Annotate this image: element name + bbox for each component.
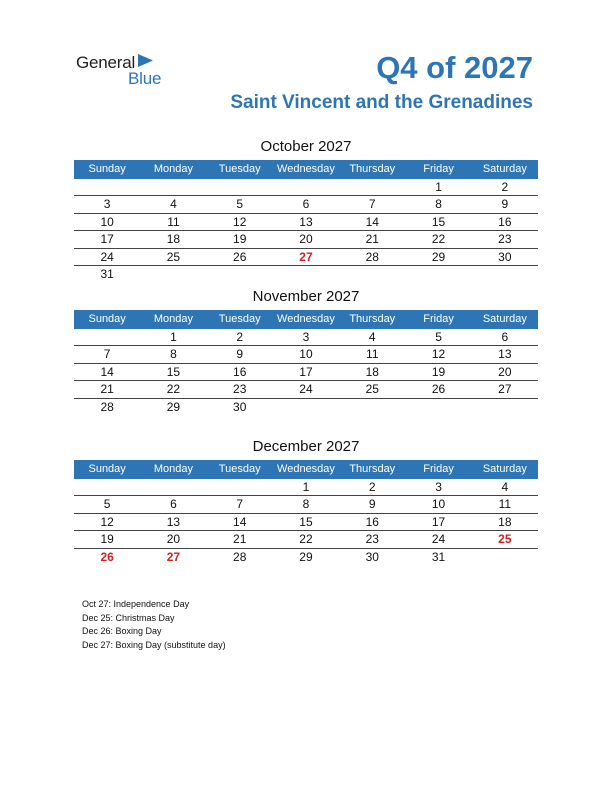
day-cell: 23 — [498, 232, 512, 247]
day-cell: 29 — [299, 549, 313, 564]
day-cell: 4 — [170, 197, 177, 212]
empty-day-cell — [74, 179, 140, 195]
day-cell: 3 — [103, 197, 111, 212]
weekday-label: Wednesday — [277, 313, 335, 325]
day-cell: 22 — [166, 382, 181, 397]
month-october — [74, 138, 538, 283]
day-cell: 18 — [166, 232, 181, 247]
weekday-header — [74, 160, 538, 179]
day-cell: 11 — [498, 497, 512, 512]
day-cell: 27 — [166, 549, 181, 564]
day-cell: 17 — [431, 514, 446, 529]
day-cell: 19 — [233, 232, 247, 247]
day-cell: 20 — [299, 232, 313, 247]
day-cell: 24 — [431, 532, 446, 547]
empty-day-cell — [273, 399, 339, 416]
month-title: December 2027 — [252, 438, 360, 455]
day-cell: 23 — [365, 532, 379, 547]
day-cell: 7 — [368, 197, 376, 212]
day-cell: 30 — [233, 399, 247, 414]
day-cell: 22 — [431, 232, 446, 247]
day-cell: 1 — [170, 330, 177, 344]
empty-day-cell — [207, 179, 273, 195]
day-cell: 19 — [431, 364, 446, 379]
week-row — [74, 266, 538, 283]
calendar-grid — [74, 479, 538, 566]
empty-day-cell — [140, 266, 206, 283]
day-cell: 16 — [233, 364, 247, 379]
day-cell: 6 — [501, 330, 509, 344]
day-cell: 21 — [365, 232, 379, 247]
day-cell: 10 — [100, 214, 114, 229]
weekday-label: Saturday — [482, 313, 527, 325]
weekday-label: Monday — [153, 463, 193, 475]
empty-day-cell — [207, 266, 273, 283]
day-cell: 12 — [233, 214, 247, 229]
day-cell: 19 — [100, 532, 114, 547]
day-cell: 26 — [431, 382, 446, 397]
day-cell: 6 — [302, 197, 310, 212]
day-cell: 31 — [100, 266, 114, 281]
week-row — [74, 514, 538, 531]
day-cell: 5 — [236, 197, 244, 212]
day-cell: 7 — [103, 347, 111, 362]
day-cell: 2 — [236, 330, 244, 344]
holiday-note: Dec 27: Boxing Day (substitute day) — [82, 639, 226, 650]
weekday-label: Thursday — [349, 163, 396, 175]
day-cell: 11 — [366, 347, 379, 362]
day-cell: 9 — [368, 497, 376, 512]
weekday-label: Tuesday — [218, 463, 261, 475]
weekday-label: Thursday — [349, 313, 396, 325]
day-cell: 1 — [435, 180, 442, 194]
day-cell: 8 — [170, 347, 177, 362]
day-cell: 24 — [100, 249, 114, 264]
day-cell: 3 — [435, 480, 442, 494]
day-cell: 29 — [431, 249, 446, 264]
day-cell: 15 — [166, 364, 181, 379]
day-cell: 2 — [368, 480, 376, 494]
day-cell: 14 — [100, 364, 114, 379]
month-december — [74, 438, 538, 566]
day-cell: 10 — [431, 497, 446, 512]
logo-general-text: General — [76, 53, 136, 72]
weekday-label: Wednesday — [277, 163, 335, 175]
empty-day-cell — [140, 179, 206, 195]
day-cell: 17 — [299, 364, 313, 379]
day-cell: 9 — [236, 347, 244, 362]
day-cell: 14 — [233, 514, 247, 529]
week-row — [74, 346, 538, 363]
week-row — [74, 531, 538, 548]
empty-day-cell — [207, 479, 273, 495]
day-cell: 9 — [501, 197, 509, 212]
day-cell: 6 — [170, 497, 177, 512]
weekday-label: Thursday — [349, 463, 396, 475]
day-cell: 4 — [368, 330, 376, 344]
empty-day-cell — [472, 399, 538, 416]
day-cell: 26 — [233, 249, 247, 264]
day-cell: 30 — [365, 549, 379, 564]
day-cell: 25 — [365, 382, 379, 397]
weekday-label: Friday — [423, 313, 454, 325]
empty-day-cell — [405, 266, 471, 283]
week-row — [74, 381, 538, 398]
day-cell: 28 — [365, 249, 379, 264]
day-cell: 21 — [233, 532, 247, 547]
day-cell: 12 — [100, 514, 114, 529]
day-cell: 5 — [435, 330, 442, 344]
day-cell: 13 — [299, 214, 313, 229]
day-cell: 22 — [299, 532, 313, 547]
day-cell: 25 — [166, 249, 181, 264]
day-cell: 13 — [498, 347, 512, 362]
day-cell: 27 — [498, 382, 512, 397]
day-cell: 18 — [498, 514, 512, 529]
day-cell: 28 — [100, 399, 114, 414]
day-cell: 10 — [299, 347, 313, 362]
logo-flag-icon — [138, 54, 153, 67]
week-row — [74, 214, 538, 231]
day-cell: 12 — [431, 347, 446, 362]
calendar-grid — [74, 179, 538, 283]
day-cell: 20 — [498, 364, 512, 379]
day-cell: 27 — [299, 249, 313, 264]
weekday-label: Friday — [423, 163, 454, 175]
week-row — [74, 179, 538, 196]
week-row — [74, 399, 538, 416]
empty-day-cell — [339, 266, 405, 283]
day-cell: 3 — [302, 330, 310, 344]
day-cell: 8 — [302, 497, 310, 512]
week-row — [74, 479, 538, 496]
empty-day-cell — [74, 479, 140, 495]
day-cell: 24 — [299, 382, 313, 397]
logo-blue-text: Blue — [128, 69, 162, 88]
month-title: October 2027 — [260, 138, 352, 155]
day-cell: 2 — [501, 180, 509, 194]
day-cell: 4 — [501, 480, 509, 494]
day-cell: 25 — [498, 532, 512, 547]
day-cell: 18 — [365, 364, 379, 379]
empty-day-cell — [472, 549, 538, 566]
weekday-label: Monday — [153, 163, 193, 175]
empty-day-cell — [339, 179, 405, 195]
month-title: November 2027 — [252, 288, 360, 305]
empty-day-cell — [140, 479, 206, 495]
day-cell: 11 — [167, 214, 180, 229]
week-row — [74, 496, 538, 513]
day-cell: 15 — [431, 214, 446, 229]
empty-day-cell — [472, 266, 538, 283]
holiday-note: Dec 25: Christmas Day — [82, 612, 175, 623]
day-cell: 15 — [299, 514, 313, 529]
weekday-label: Saturday — [482, 463, 527, 475]
day-cell: 16 — [365, 514, 379, 529]
day-cell: 28 — [233, 549, 247, 564]
day-cell: 8 — [435, 197, 442, 212]
weekday-label: Sunday — [88, 163, 126, 175]
day-cell: 16 — [498, 214, 512, 229]
empty-day-cell — [339, 399, 405, 416]
week-row — [74, 196, 538, 213]
weekday-header — [74, 460, 538, 479]
week-row — [74, 249, 538, 266]
empty-day-cell — [405, 399, 471, 416]
month-november — [74, 288, 538, 416]
calendar-grid — [74, 329, 538, 416]
day-cell: 1 — [302, 480, 310, 494]
logo — [76, 53, 176, 89]
holiday-notes — [82, 598, 226, 652]
weekday-label: Sunday — [88, 313, 126, 325]
weekday-label: Wednesday — [277, 463, 335, 475]
week-row — [74, 549, 538, 566]
weekday-label: Tuesday — [218, 313, 261, 325]
empty-day-cell — [273, 179, 339, 195]
week-row — [74, 329, 538, 346]
holiday-note: Oct 27: Independence Day — [82, 599, 190, 609]
day-cell: 30 — [498, 249, 512, 264]
holiday-note: Dec 26: Boxing Day — [82, 626, 162, 636]
weekday-label: Tuesday — [218, 163, 261, 175]
day-cell: 21 — [100, 382, 114, 397]
week-row — [74, 364, 538, 381]
day-cell: 26 — [100, 549, 114, 564]
day-cell: 14 — [365, 214, 379, 229]
day-cell: 23 — [233, 382, 247, 397]
day-cell: 5 — [103, 497, 111, 512]
weekday-label: Friday — [423, 463, 454, 475]
empty-day-cell — [273, 266, 339, 283]
day-cell: 13 — [166, 514, 181, 529]
week-row — [74, 231, 538, 248]
weekday-label: Monday — [153, 313, 193, 325]
weekday-label: Saturday — [482, 163, 527, 175]
day-cell: 7 — [236, 497, 244, 512]
weekday-header — [74, 310, 538, 329]
day-cell: 17 — [100, 232, 114, 247]
day-cell: 20 — [166, 532, 181, 547]
empty-day-cell — [74, 329, 140, 345]
weekday-label: Sunday — [88, 463, 126, 475]
day-cell: 31 — [431, 549, 446, 564]
page-title: Q4 of 2027 — [376, 50, 533, 85]
country-name: Saint Vincent and the Grenadines — [230, 92, 533, 113]
day-cell: 29 — [166, 399, 181, 414]
